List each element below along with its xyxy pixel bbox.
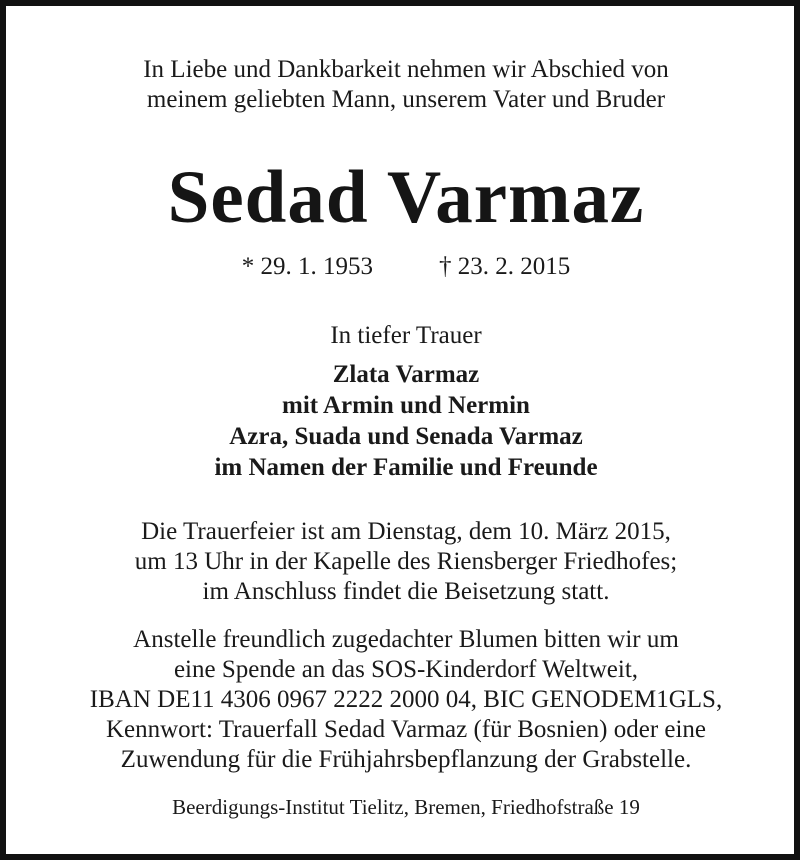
mourner-line: Zlata Varmaz [332, 361, 480, 388]
mourner-line: Azra, Suada und Senada Varmaz [229, 423, 583, 450]
donation-line: IBAN DE11 4306 0967 2222 2000 04, BIC GENODEM1GLS, [89, 686, 723, 713]
deceased-name [6, 156, 800, 240]
mourning-heading [6, 321, 800, 351]
donation-info [6, 625, 800, 775]
intro-line: In Liebe und Dankbarkeit nehmen wir Abschied von [143, 56, 669, 83]
undertaker-info [6, 794, 800, 820]
mourner-line: im Namen der Familie und Freunde [214, 454, 598, 481]
intro-line: meinem geliebten Mann, unserem Vater und Bruder [146, 86, 666, 113]
donation-line: eine Spende an das SOS-Kinderdorf Weltweit, [173, 656, 639, 683]
death-date: † 23. 2. 2015 [439, 253, 571, 280]
life-dates [6, 250, 800, 284]
donation-line: Anstelle freundlich zugedachter Blumen bitten wir um [133, 626, 679, 653]
donation-line: Kennwort: Trauerfall Sedad Varmaz (für Bosnien) oder eine [105, 716, 707, 743]
deceased-name-text: Sedad Varmaz [167, 156, 645, 239]
funeral-line: Die Trauerfeier ist am Dienstag, dem 10. März 2015, [141, 518, 671, 545]
funeral-line: um 13 Uhr in der Kapelle des Riensberger Friedhofes; [134, 548, 678, 575]
birth-date: * 29. 1. 1953 [241, 253, 373, 280]
mourners-list [6, 359, 800, 483]
mourner-line: mit Armin und Nermin [282, 392, 530, 419]
donation-line: Zuwendung für die Frühjahrsbepflanzung der Grabstelle. [120, 746, 692, 773]
intro-text [6, 55, 800, 115]
funeral-info [6, 517, 800, 607]
mourning-heading-text: In tiefer Trauer [330, 322, 482, 349]
funeral-line: im Anschluss findet die Beisetzung statt. [202, 578, 610, 605]
undertaker-text: Beerdigungs-Institut Tielitz, Bremen, Friedhofstraße 19 [172, 795, 640, 819]
